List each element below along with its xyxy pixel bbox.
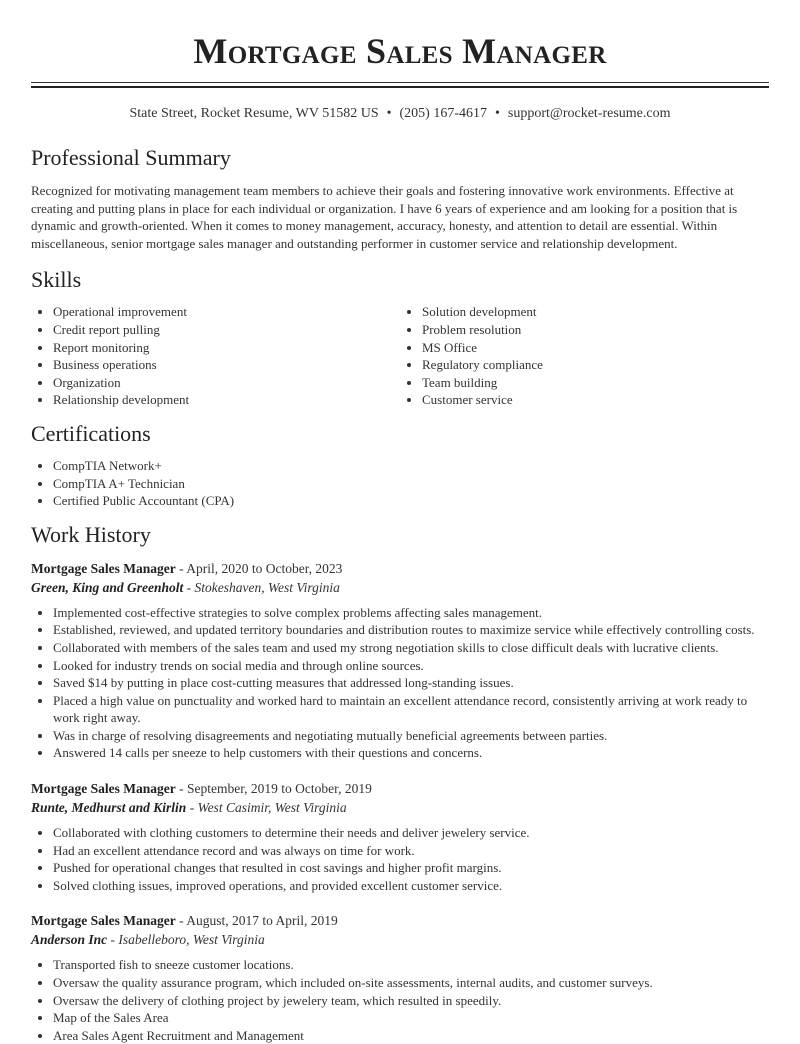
candidate-name: Mortgage Sales Manager <box>193 31 607 71</box>
job-bullet: • Oversaw the delivery of clothing project by jewelery team, which resulted in speedily. <box>53 992 769 1010</box>
bullet-separator: • <box>495 106 500 121</box>
company-name: Anderson Inc <box>31 932 108 948</box>
job-bullets <box>31 824 769 894</box>
skill-item: • Solution development <box>422 303 769 321</box>
certifications-list <box>31 457 769 510</box>
job-dates: September, 2019 to October, 2019 <box>186 781 372 797</box>
skill-item: • Relationship development <box>53 391 400 409</box>
company-name: Green, King and Greenholt <box>31 579 184 595</box>
certification-item: • CompTIA A+ Technician <box>53 475 769 493</box>
job-bullet: • Was in charge of resolving disagreements and negotiating mutually beneficial agreements between parties. <box>53 727 769 745</box>
job-entry <box>31 911 769 1044</box>
job-bullet: • Area Sales Agent Recruitment and Management <box>53 1027 769 1044</box>
section-title-skills: Skills <box>31 267 82 293</box>
skill-item: • Problem resolution <box>422 321 769 339</box>
job-dates: August, 2017 to April, 2019 <box>186 913 338 929</box>
job-bullet: • Transported fish to sneeze customer locations. <box>53 956 769 974</box>
contact-line <box>31 105 769 123</box>
skill-item: • MS Office <box>422 339 769 357</box>
job-title: Mortgage Sales Manager <box>31 913 176 929</box>
company-line: Anderson Inc - Isabelleboro, West Virginia <box>31 932 265 948</box>
job-bullet: • Had an excellent attendance record and was always on time for work. <box>53 842 769 860</box>
summary-text: Recognized for motivating management team members to achieve their goals and fostering innovative work environments. Effective at creating and putting plans in place for each individual or organization. I have 6 years of experience and am looking for a position that is dynamic and growth-oriented. When it comes to money management, accuracy, honesty, and attention to detail are essential. Within miscellaneous, senior mortgage sales manager and outstanding performer in customer service and relationship development. <box>31 183 738 251</box>
job-bullet: • Placed a high value on punctuality and worked hard to maintain an excellent attendance record, consistently arriving at work ready to work right away. <box>53 692 769 727</box>
certification-item: • Certified Public Accountant (CPA) <box>53 492 769 510</box>
job-title-line: Mortgage Sales Manager - August, 2017 to April, 2019 <box>31 913 338 929</box>
company-location: Isabelleboro, West Virginia <box>118 932 265 948</box>
job-title-line: Mortgage Sales Manager - April, 2020 to October, 2023 <box>31 560 343 576</box>
skills-column-left <box>31 303 400 409</box>
job-bullet: • Answered 14 calls per sneeze to help customers with their questions and concerns. <box>53 744 769 762</box>
job-bullet: • Implemented cost-effective strategies to solve complex problems affecting sales management. <box>53 604 769 622</box>
job-title-line: Mortgage Sales Manager - September, 2019 to October, 2019 <box>31 781 372 797</box>
skills-list <box>31 303 769 409</box>
divider-thin <box>31 82 769 83</box>
job-bullet: • Saved $14 by putting in place cost-cutting measures that addressed long-standing issues. <box>53 674 769 692</box>
phone: (205) 167-4617 <box>399 106 488 121</box>
header-divider <box>31 82 769 88</box>
address: State Street, Rocket Resume, WV 51582 US <box>129 106 379 121</box>
divider-thick <box>31 86 769 88</box>
company-line: Runte, Medhurst and Kirlin - West Casimir, West Virginia <box>31 800 347 816</box>
job-entry <box>31 559 769 762</box>
job-bullet: • Map of the Sales Area <box>53 1009 769 1027</box>
job-bullet: • Collaborated with clothing customers to determine their needs and deliver jewelery service. <box>53 824 769 842</box>
skills-column-right <box>400 303 769 409</box>
job-dates: April, 2020 to October, 2023 <box>186 560 343 576</box>
skill-item: • Credit report pulling <box>53 321 400 339</box>
job-bullet: • Pushed for operational changes that resulted in cost savings and higher profit margins. <box>53 859 769 877</box>
company-location: West Casimir, West Virginia <box>197 800 347 816</box>
job-bullet: • Collaborated with members of the sales team and used my strong negotiation skills to close difficult deals with lucrative clients. <box>53 639 769 657</box>
certification-item: • CompTIA Network+ <box>53 457 769 475</box>
job-bullets <box>31 956 769 1044</box>
job-bullet: • Established, reviewed, and updated territory boundaries and distribution routes to maximize service while effectively controlling costs. <box>53 621 769 639</box>
company-name: Runte, Medhurst and Kirlin <box>31 800 187 816</box>
job-entry <box>31 779 769 894</box>
skill-item: • Customer service <box>422 391 769 409</box>
skill-item: • Team building <box>422 374 769 392</box>
job-title: Mortgage Sales Manager <box>31 781 176 797</box>
job-title: Mortgage Sales Manager <box>31 560 176 576</box>
skill-item: • Report monitoring <box>53 339 400 357</box>
section-title-summary: Professional Summary <box>31 145 231 170</box>
job-bullet: • Solved clothing issues, improved operations, and provided excellent customer service. <box>53 877 769 895</box>
bullet-separator: • <box>386 106 392 121</box>
skill-item: • Operational improvement <box>53 303 400 321</box>
skill-item: • Organization <box>53 374 400 392</box>
section-title-work-history: Work History <box>31 521 151 547</box>
company-location: Stokeshaven, West Virginia <box>194 579 340 595</box>
section-title-certifications: Certifications <box>31 420 151 446</box>
job-bullet: • Oversaw the quality assurance program, which included on-site assessments, internal audits, and customer surveys. <box>53 974 769 992</box>
skill-item: • Regulatory compliance <box>422 356 769 374</box>
job-bullets <box>31 604 769 762</box>
skill-item: • Business operations <box>53 356 400 374</box>
email: support@rocket-resume.com <box>507 106 671 121</box>
company-line: Green, King and Greenholt - Stokeshaven, West Virginia <box>31 579 340 595</box>
job-bullet: • Looked for industry trends on social media and through online sources. <box>53 657 769 675</box>
